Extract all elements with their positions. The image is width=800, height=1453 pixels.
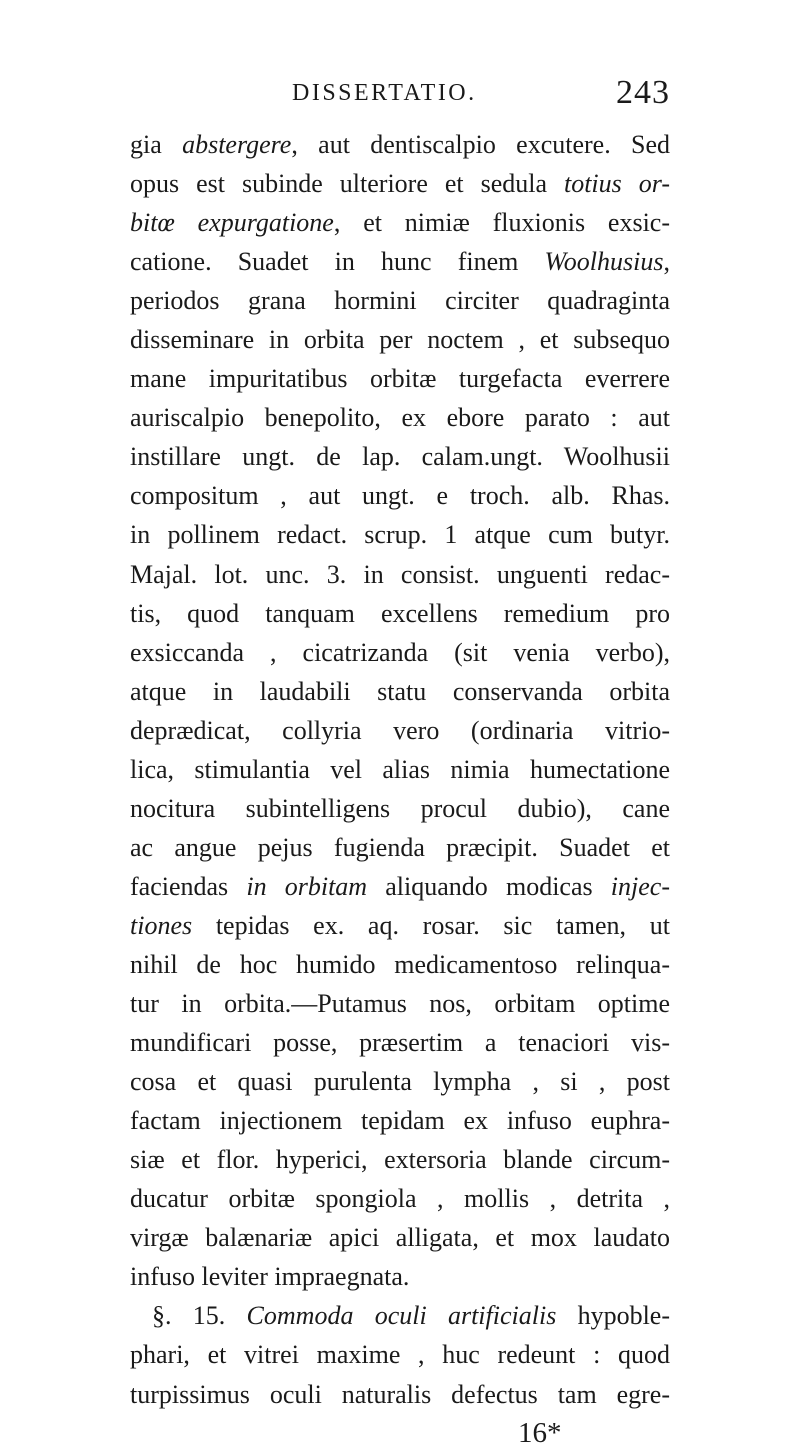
- text-line: [130, 476, 670, 515]
- page-number: 243: [616, 74, 670, 111]
- text-line: [130, 1101, 670, 1140]
- text-line: [130, 984, 670, 1023]
- text-segment: mane impuritatibus orbitæ turgefacta everrere: [130, 364, 670, 394]
- text-line: [130, 633, 670, 672]
- text-segment: tepidas ex. aq. rosar. sic tamen, ut: [192, 910, 670, 940]
- text-segment: nihil de hoc humido medicamentoso relinqua-: [130, 949, 670, 979]
- text-line: [130, 281, 670, 320]
- text-line: [130, 1062, 670, 1101]
- text-segment: compositum , aut ungt. e troch. alb. Rhas.: [130, 481, 670, 511]
- text-segment: phari, et vitrei maxime , huc redeunt : quod: [130, 1340, 670, 1370]
- text-line: [130, 164, 670, 203]
- text-segment: tur in orbita.—Putamus nos, orbitam optime: [130, 989, 670, 1019]
- italic-text: tiones: [130, 910, 193, 940]
- text-segment: in pollinem redact. scrup. 1 atque cum butyr.: [130, 520, 670, 550]
- text-line: [130, 1257, 670, 1296]
- text-line: [130, 906, 670, 945]
- text-segment: disseminare in orbita per noctem , et subsequo: [130, 325, 670, 355]
- text-line: [130, 515, 670, 554]
- italic-text: Woolhusius: [544, 247, 664, 277]
- running-head: [150, 74, 670, 120]
- text-line: [130, 1335, 670, 1374]
- text-line: [130, 398, 670, 437]
- text-line: [130, 711, 670, 750]
- text-segment: §. 15.: [152, 1301, 247, 1331]
- text-line: [130, 1375, 670, 1414]
- text-line: [130, 750, 670, 789]
- text-segment: aliquando modicas: [367, 871, 611, 901]
- text-segment: infuso leviter impraegnata.: [130, 1262, 410, 1292]
- text-segment: opus est subinde ulteriore et sedula: [130, 169, 564, 199]
- text-segment: exsiccanda , cicatrizanda (sit venia verbo),: [130, 637, 670, 667]
- text-segment: catione. Suadet in hunc finem: [130, 247, 545, 277]
- text-line: [130, 1179, 670, 1218]
- signature-mark: [130, 1414, 670, 1453]
- text-segment: factam injectionem tepidam ex infuso euphra-: [130, 1106, 670, 1136]
- italic-text: injec-: [610, 871, 670, 901]
- text-segment: ac angue pejus fugienda præcipit. Suadet et: [130, 832, 670, 862]
- text-line: [130, 789, 670, 828]
- text-segment: tis, quod tanquam excellens remedium pro: [130, 598, 670, 628]
- text-segment: Majal. lot. unc. 3. in consist. unguenti redac-: [130, 559, 670, 589]
- text-line: [130, 1296, 670, 1335]
- text-line: [130, 828, 670, 867]
- italic-text: bitœ expurgatione: [130, 208, 334, 238]
- text-segment: atque in laudabili statu conservanda orbita: [130, 676, 670, 706]
- text-line: [130, 1023, 670, 1062]
- text-line: [130, 672, 670, 711]
- text-line: [130, 555, 670, 594]
- text-segment: periodos grana hormini circiter quadraginta: [130, 286, 670, 316]
- text-segment: siæ et flor. hyperici, extersoria blande circum-: [130, 1145, 670, 1175]
- text-line: [130, 242, 670, 281]
- text-segment: instillare ungt. de lap. calam.ungt. Woolhusii: [130, 442, 670, 472]
- italic-text: totius or-: [563, 169, 671, 199]
- text-segment: , et nimiæ fluxionis exsic-: [333, 208, 671, 238]
- text-segment: gia: [130, 130, 183, 159]
- text-segment: 16*: [518, 1416, 562, 1449]
- running-title: DISSERTATIO.: [292, 80, 477, 106]
- text-line: [130, 125, 670, 164]
- italic-text: in orbitam: [246, 871, 368, 901]
- text-segment: turpissimus oculi naturalis defectus tam egre-: [130, 1379, 670, 1409]
- text-line: [130, 867, 670, 906]
- text-line: [130, 945, 670, 984]
- text-segment: cosa et quasi purulenta lympha , si , post: [130, 1067, 670, 1097]
- italic-text: abstergere: [182, 130, 292, 159]
- italic-text: Commoda oculi artificialis: [246, 1301, 557, 1331]
- text-segment: deprædicat, collyria vero (ordinaria vitrio-: [130, 715, 670, 745]
- text-segment: lica, stimulantia vel alias nimia humectatione: [130, 754, 670, 784]
- text-segment: mundificari posse, præsertim a tenaciori vis-: [130, 1028, 670, 1058]
- text-segment: virgæ balænariæ apici alligata, et mox laudato: [130, 1223, 670, 1253]
- text-line: [130, 203, 670, 242]
- text-line: [130, 1218, 670, 1257]
- text-segment: , aut dentiscalpio excutere. Sed: [291, 130, 670, 159]
- text-line: [130, 437, 670, 476]
- text-line: [130, 320, 670, 359]
- text-segment: hypoble-: [556, 1301, 671, 1331]
- text-segment: ,: [663, 247, 670, 277]
- text-segment: faciendas: [130, 871, 247, 901]
- text-line: [130, 1140, 670, 1179]
- text-segment: ducatur orbitæ spongiola , mollis , detrita ,: [130, 1184, 670, 1214]
- text-segment: nocitura subintelligens procul dubio), cane: [130, 793, 670, 823]
- body-text: [130, 125, 670, 1453]
- text-line: [130, 594, 670, 633]
- text-line: [130, 359, 670, 398]
- text-segment: auriscalpio benepolito, ex ebore parato : aut: [130, 403, 670, 433]
